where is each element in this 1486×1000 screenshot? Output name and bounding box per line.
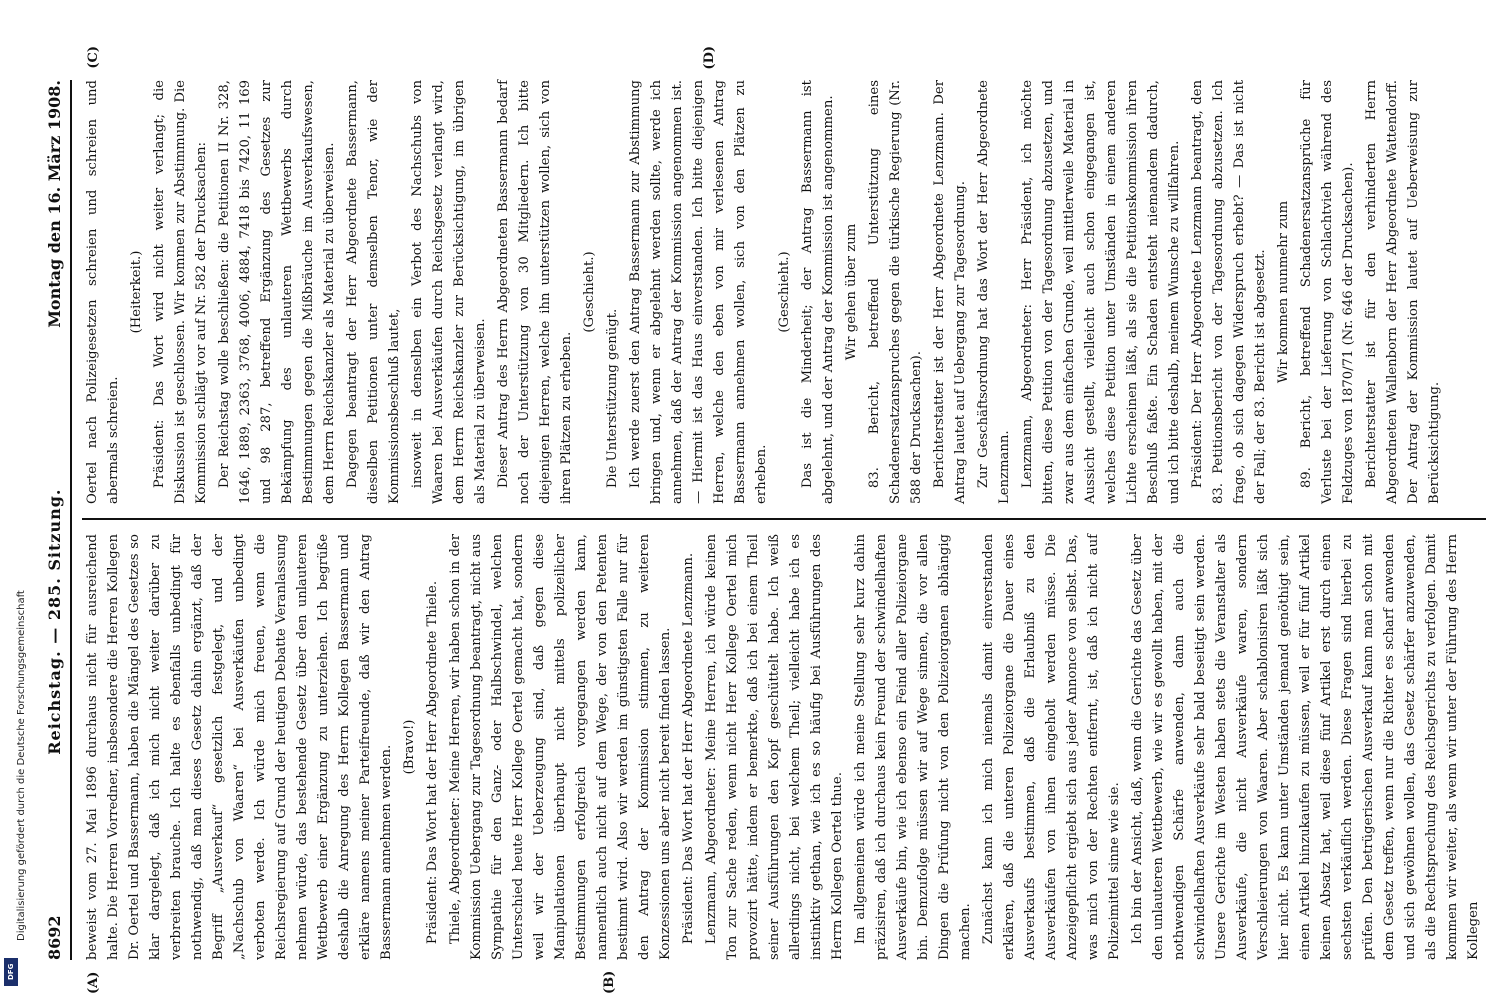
paragraph: Wir gehen über zum bbox=[844, 223, 859, 361]
paragraph: Die Unterstützung genügt. bbox=[605, 308, 620, 489]
interjection: (Geschieht.) bbox=[777, 251, 792, 333]
paragraph: beweist vom 27. Mai 1896 durchaus nicht für ausreichend halte. Die Herren Vorredner, insbesondere die Herren Kollegen Dr. Oertel und Bassermann, haben die Mängel des Gesetzes so klar dargelegt, daß ich mich nicht weiter darüber zu verbreiten brauche. Ich halte es ebenfalls unbedingt für nothwendig, daß man dieses Gesetz dahin ergänzt, daß der Begriff „Ausverkauf“ gesetzlich festgelegt, und der „Nachschub von Waaren“ bei Ausverkäufen unbedingt verboten werde. Ich würde mich freuen, wenn die Reichsregierung auf Grund der heutigen Debatte Veranlassung nehmen würde, das bestehende Gesetz über den unlauteren Wettbewerb einer Ergänzung zu unterziehen. Ich begrüße deshalb die Anregung des Herrn Kollegen Bassermann und erkläre namens meiner Parteifreunde, daß wir den Antrag Bassermann annehmen werden. bbox=[85, 534, 394, 960]
dfg-logo: DFG bbox=[4, 958, 18, 986]
right-column bbox=[82, 80, 1486, 520]
margin-marker-d: (D) bbox=[702, 46, 717, 70]
paragraph: Berichterstatter ist für den verhinderten Herrn Abgeordneten Wallenborn der Herr Abgeordnete Wattendorff. Der Antrag der Kommission lautet auf Ueberweisung zur Berücksichtigung. bbox=[1364, 80, 1442, 504]
page-number: 8692 bbox=[45, 915, 64, 960]
paragraph: insoweit in denselben ein Verbot des Nachschubs von Waaren bei Ausverkäufen durch Reichsgesetz verlangt wird, dem Herrn Reichskanzler zur Berücksichtigung, im übrigen als Material zu überweisen. bbox=[410, 80, 488, 504]
paragraph: Das ist die Minderheit; der Antrag Bassermann ist abgelehnt, und der Antrag der Kommission ist angenommen. bbox=[800, 80, 836, 504]
paragraph: Präsident: Der Herr Abgeordnete Lenzmann beantragt, den 83. Petitionsbericht von der Tagesordnung abzusetzen. Ich frage, ob sich dagegen Widerspruch erhebt? — Das ist nicht der Fall; der 83. Bericht ist abgesetzt. bbox=[1190, 80, 1268, 504]
interjection: (Heiterkeit.) bbox=[129, 250, 144, 334]
paragraph: Thiele, Abgeordneter: Meine Herren, wir haben schon in der Kommission Uebergang zur Tagesordnung beantragt, nicht aus Sympathie für den Ganz- oder Halbschwindel, welchen Unterschied heute Herr Kollege Oertel gemacht hat, sondern weil wir der Ueberzeugung sind, daß gegen diese Manipulationen überhaupt nicht mittels polizeilicher Bestimmungen erfolgreich vorgegangen werden kann, namentlich auch nicht auf dem Wege, der von den Petenten bestimmt wird. Also wir werden im günstigsten Falle nur für den Antrag der Kommission stimmen, zu weiteren Konzessionen uns aber nicht bereit finden lassen. bbox=[448, 534, 673, 960]
left-column bbox=[82, 520, 1486, 960]
interjection: (Geschieht.) bbox=[582, 251, 597, 333]
paragraph: Berichterstatter ist der Herr Abgeordnete Lenzmann. Der Antrag lautet auf Uebergang zur Tagesordnung. bbox=[932, 80, 968, 504]
paragraph: Zunächst kann ich mich niemals damit einverstanden erklären, daß die unteren Polizeiorgane die Dauer eines Ausverkaufs bestimmen, daß die Erlaubniß zu den Ausverkäufen von ihnen eingeholt werden müsse. Die Anzeigepflicht ergiebt sich aus jeder Annonce von selbst. Das, was mich von der Rechten entfernt, ist, daß ich nicht auf Polizeimittel sinne wie sie. bbox=[981, 534, 1122, 960]
paragraph: Wir kommen nunmehr zum bbox=[1276, 200, 1291, 384]
paragraph: Ich bin der Ansicht, daß, wenn die Gerichte das Gesetz über den unlauteren Wettbewerb, wie wir es gewollt haben, mit der nothwendigen Schärfe anwenden, dann auch die schwindelhaften Ausverkäufe sehr bald beseitigt sein werden. Unsere Gerichte im Westen haben stets die Veranstalter als Ausverkäufe, die nicht Ausverkäufe waren, sondern Verschleierungen von Waaren. Aber schablonisiren läßt sich hier nicht. Es kann unter Umständen jemand genöthigt sein, einen Artikel hinzukaufen zu müssen, weil er für fünf Artikel keinen Absatz hat, weil diese fünf Artikel erst durch einen sechsten verkäuflich werden. Diese Fragen sind hierbei zu prüfen. Den betrügerischen Ausverkauf kann man schon mit dem Gesetz treffen, wenn nur die Richter es scharf anwenden und sich gewöhnen wollen, das Gesetz schärfer anzuwenden, als die Rechtsprechung des Reichsgerichts zu verfolgen. Damit kommen wir weiter, als wenn wir unter der Führung des Herrn Kollegen bbox=[1130, 534, 1481, 960]
footer-strip bbox=[2, 12, 27, 992]
margin-marker-c: (C) bbox=[86, 46, 101, 69]
margin-marker-a: (A) bbox=[86, 971, 101, 994]
paragraph: Lenzmann, Abgeordneter: Herr Präsident, ich möchte bitten, diese Petition von der Tagesordnung abzusetzen, und zwar aus dem einfachen Grunde, weil mittlerweile Material in Aussicht gestellt, vielleicht auch schon eingegangen ist, welches diese Petition unter Umständen in einem anderen Lichte erscheinen läßt, als sie die Petitionskommission ihren Beschluß faßte. Ein Schaden entsteht niemandem dadurch, und ich bitte deshalb, meinem Wunsche zu willfahren. bbox=[1020, 80, 1182, 504]
margin-marker-b: (B) bbox=[602, 970, 617, 994]
paragraph: Dagegen beantragt der Herr Abgeordnete Bassermann, dieselben Petitionen unter demselben Tenor, wie der Kommissionsbeschluß lautet, bbox=[345, 80, 402, 504]
paragraph: Zur Geschäftsordnung hat das Wort der Herr Abgeordnete Lenzmann. bbox=[976, 80, 1012, 504]
paragraph: 89. Bericht, betreffend Schadenersatzansprüche für Verluste bei der Lieferung von Schlachtvieh während des Feldzuges von 1870/71 (Nr. 646 der Drucksachen). bbox=[1299, 80, 1356, 504]
session-date: Montag den 16. März 1908. bbox=[45, 80, 64, 328]
digitization-credit: Digitalisierung gefördert durch die Deutsche Forschungsgemeinschaft bbox=[16, 590, 27, 941]
paragraph: Im allgemeinen würde ich meine Stellung sehr kurz dahin präzisiren, daß ich durchaus kein Freund der schwindelhaften Ausverkäufe bin, wie ich ebenso ein Feind aller Polizeiorgane bin. Demzufolge müssen wir auf Wege sinnen, die vor allen Dingen die Prüfung nicht von den Polizeiorganen abhängig machen. bbox=[853, 534, 973, 960]
session-title: Reichstag. — 285. Sitzung. bbox=[45, 488, 64, 755]
paragraph: 83. Bericht, betreffend Unterstützung eines Schadenersatzanspruches gegen die türkische Regierung (Nr. 588 der Drucksachen). bbox=[867, 80, 924, 504]
paragraph: Der Reichstag wolle beschließen: die Petitionen II Nr. 328, 1646, 1889, 2363, 3768, 4006, 4884, 7418 bis 7420, 11 169 und 98 287, betreffend Ergänzung des Gesetzes zur Bekämpfung des unlauteren Wettbewerbs durch Bestimmungen gegen die Mißbräuche im Ausverkaufswesen, dem Herrn Reichskanzler als Material zu überweisen. bbox=[217, 80, 337, 504]
page-header bbox=[45, 80, 72, 960]
interjection: (Bravo!) bbox=[402, 719, 417, 775]
paragraph: Dieser Antrag des Herrn Abgeordneten Bassermann bedarf noch der Unterstützung von 30 Mitgliedern. Ich bitte diejenigen Herren, welche ihn unterstützen wollen, sich von ihren Plätzen zu erheben. bbox=[496, 80, 574, 504]
paragraph: Oertel nach Polizeigesetzen schreien und schreien und abermals schreien. bbox=[85, 80, 121, 504]
paragraph: Präsident: Das Wort hat der Herr Abgeordnete Lenzmann. bbox=[681, 552, 696, 945]
paragraph: Präsident: Das Wort wird nicht weiter verlangt; die Diskussion ist geschlossen. Wir kommen zur Abstimmung. Die Kommission schlägt vor auf Nr. 582 der Drucksachen: bbox=[152, 80, 209, 504]
paragraph: Lenzmann, Abgeordneter: Meine Herren, ich würde keinen Ton zur Sache reden, wenn nicht Herr Kollege Oertel mich provozirt hätte, indem er bemerkte, daß ich bei einem Theil seiner Ausführungen den Kopf geschüttelt habe. Ich weiß allerdings nicht, bei welchem Theil; vielleicht habe ich es instinktiv gethan, wie ich es so häufig bei Ausführungen des Herrn Kollegen Oertel thue. bbox=[704, 534, 845, 960]
paragraph: Präsident: Das Wort hat der Herr Abgeordnete Thiele. bbox=[425, 580, 440, 945]
text-columns bbox=[82, 46, 1486, 994]
rotated-page bbox=[15, 40, 1481, 1000]
paragraph: Ich werde zuerst den Antrag Bassermann zur Abstimmung bringen und, wenn er abgelehnt werden sollte, werde ich annehmen, daß der Antrag der Kommission angenommen ist. — Hiermit ist das Haus einverstanden. Ich bitte diejenigen Herren, welche den eben von mir verlesenen Antrag Bassermann annehmen wollen, sich von den Plätzen zu erheben. bbox=[628, 80, 769, 504]
